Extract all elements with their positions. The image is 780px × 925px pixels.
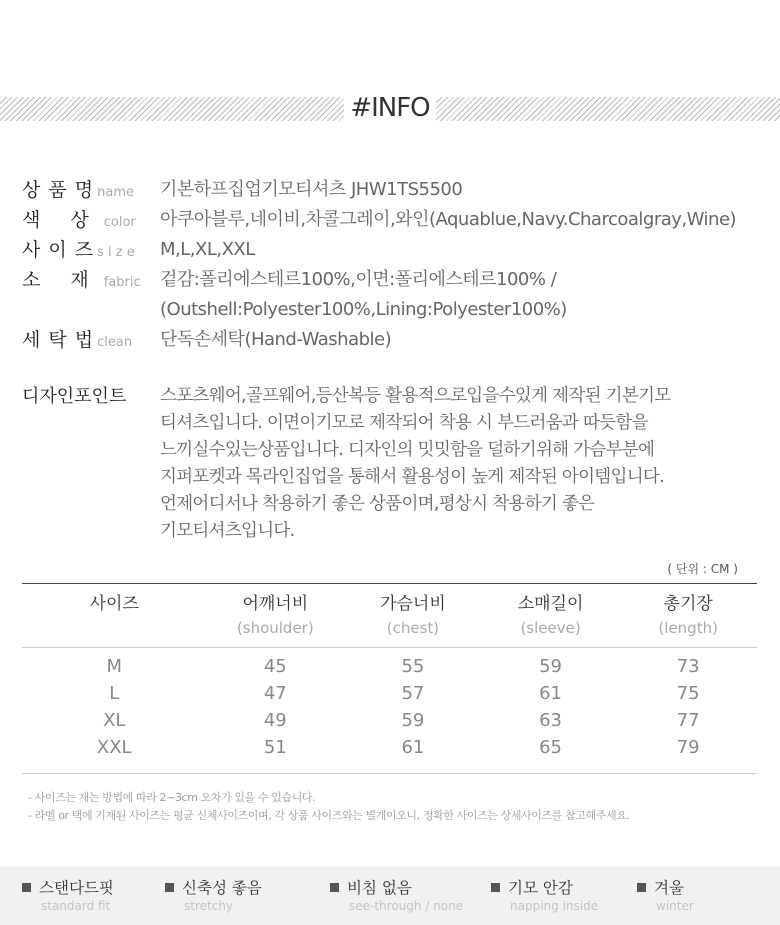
size-table-body [22,648,757,773]
spec-label-ko: 소 재 [22,269,101,291]
header-en: (sleeve) [520,619,581,637]
table-cell: 47 [263,683,287,704]
feature-item [491,878,598,914]
size-notes [28,789,630,825]
table-cell: 59 [401,710,425,731]
section-title [0,90,780,126]
header-ko: 가슴너비 [380,594,446,614]
table-cell: 77 [676,710,700,731]
table-cell: 51 [263,737,287,758]
spec-label-en: name [97,185,135,200]
spec-row-size [22,235,778,265]
design-point-line: 느끼실수있는상품입니다. 디자인의 밋밋함을 덜하기위해 가슴부분에 [160,440,655,460]
spec-label-ko: 세 탁 법 [22,329,95,351]
feature-item [165,878,262,914]
table-cell: L [109,683,120,704]
design-point-line: 티셔츠입니다. 이면이기모로 제작되어 착용 시 부드러움과 따듯함을 [160,413,648,433]
square-bullet-icon [491,883,500,892]
note-line: - 라벨 or 택에 기재된 사이즈는 평균 신체사이즈이며, 각 상품 사이즈와는 별개이오니, 정확한 사이즈는 상세사이즈를 참고해주세요. [28,809,630,822]
header-ko: 어깨너비 [242,594,309,614]
feature-label-ko: 겨울 [654,879,684,897]
header-ko: 사이즈 [89,594,139,614]
spec-value-continued: (Outshell:Polyester100%,Lining:Polyester100%) [160,299,567,320]
design-point-line: 기모티셔츠입니다. [160,521,295,541]
header-ko: 소매길이 [517,594,584,614]
table-cell: XXL [96,737,132,758]
size-table [22,583,757,774]
header-chest [344,592,482,647]
design-point-line: 언제어디서나 착용하기 좋은 상품이며,평상시 착용하기 좋은 [160,494,595,514]
spec-row-fabric [22,265,778,295]
spec-row-color [22,205,778,235]
header-shoulder [207,592,345,647]
spec-label-en: s i z e [97,245,135,260]
note-line: - 사이즈는 재는 방법에 따라 2~3cm 오차가 있을 수 있습니다. [28,791,316,804]
feature-label-en: stretchy [184,899,234,913]
feature-item [637,878,694,914]
size-unit-label: ( 단위 : CM ) [667,562,738,576]
spec-value: 아쿠아블루,네이비,차콜그레이,와인(Aquablue,Navy.Charcoalgray,Wine) [160,209,737,230]
table-row [22,653,757,680]
table-cell: 63 [539,710,563,731]
table-cell: 55 [401,656,425,677]
square-bullet-icon [165,883,174,892]
spec-label-ko: 색 상 [22,209,101,231]
table-cell: 75 [676,683,700,704]
spec-row-fabric-cont [22,295,778,325]
table-cell: M [106,656,123,677]
header-en: (chest) [386,619,440,637]
feature-label-ko: 비침 없음 [347,879,412,897]
spec-label-en: color [103,215,136,230]
spec-row-name [22,175,778,205]
table-cell: 61 [401,737,425,758]
spec-value: 겉감:폴리에스테르100%,이면:폴리에스테르100% / [160,269,557,290]
design-point [22,383,778,545]
feature-label-ko: 신축성 좋음 [182,879,262,897]
table-cell: 61 [539,683,563,704]
spec-label-ko: 상 품 명 [22,179,95,201]
table-cell: 57 [401,683,425,704]
spec-label-en: fabric [103,275,141,290]
header-sleeve [482,592,620,647]
feature-item [330,878,463,914]
spec-list [22,175,778,355]
table-cell: XL [103,710,126,731]
feature-label-en: see-through / none [349,899,464,913]
header-length [619,592,757,647]
header-en: (shoulder) [236,619,314,637]
header-ko: 총기장 [663,594,713,614]
spec-label-en: clean [97,335,133,350]
spec-row-clean [22,325,778,355]
spec-label-ko: 사 이 즈 [22,239,95,261]
feature-label-en: standard fit [41,899,111,913]
feature-label-en: winter [656,899,694,913]
feature-label-ko: 스탠다드핏 [39,879,114,897]
table-cell: 45 [263,656,287,677]
square-bullet-icon [330,883,339,892]
table-row [22,707,757,734]
spec-value: M,L,XL,XXL [160,239,255,260]
design-point-label: 디자인포인트 [22,386,127,407]
table-row [22,680,757,707]
design-point-line: 지퍼포켓과 목라인집업을 통해서 활용성이 높게 제작된 아이템입니다. [160,467,664,487]
square-bullet-icon [637,883,646,892]
spec-value: 단독손세탁(Hand-Washable) [160,329,392,350]
design-point-line: 스포츠웨어,골프웨어,등산복등 활용적으로입을수있게 제작된 기본기모 [160,386,671,406]
size-table-header [22,584,757,648]
table-cell: 79 [676,737,700,758]
table-cell: 59 [539,656,563,677]
spec-value: 기본하프집업기모티셔츠 JHW1TS5500 [160,179,463,200]
design-point-text [160,383,760,545]
section-title-text: #INFO [344,93,435,123]
table-cell: 73 [676,656,700,677]
feature-item [22,878,114,914]
feature-label-ko: 기모 안감 [508,879,573,897]
feature-bar [0,866,780,925]
feature-label-en: napping inside [510,899,599,913]
table-row [22,734,757,761]
square-bullet-icon [22,883,31,892]
header-size [22,592,207,647]
table-cell: 65 [539,737,563,758]
table-cell: 49 [263,710,287,731]
header-en: (length) [658,619,718,637]
